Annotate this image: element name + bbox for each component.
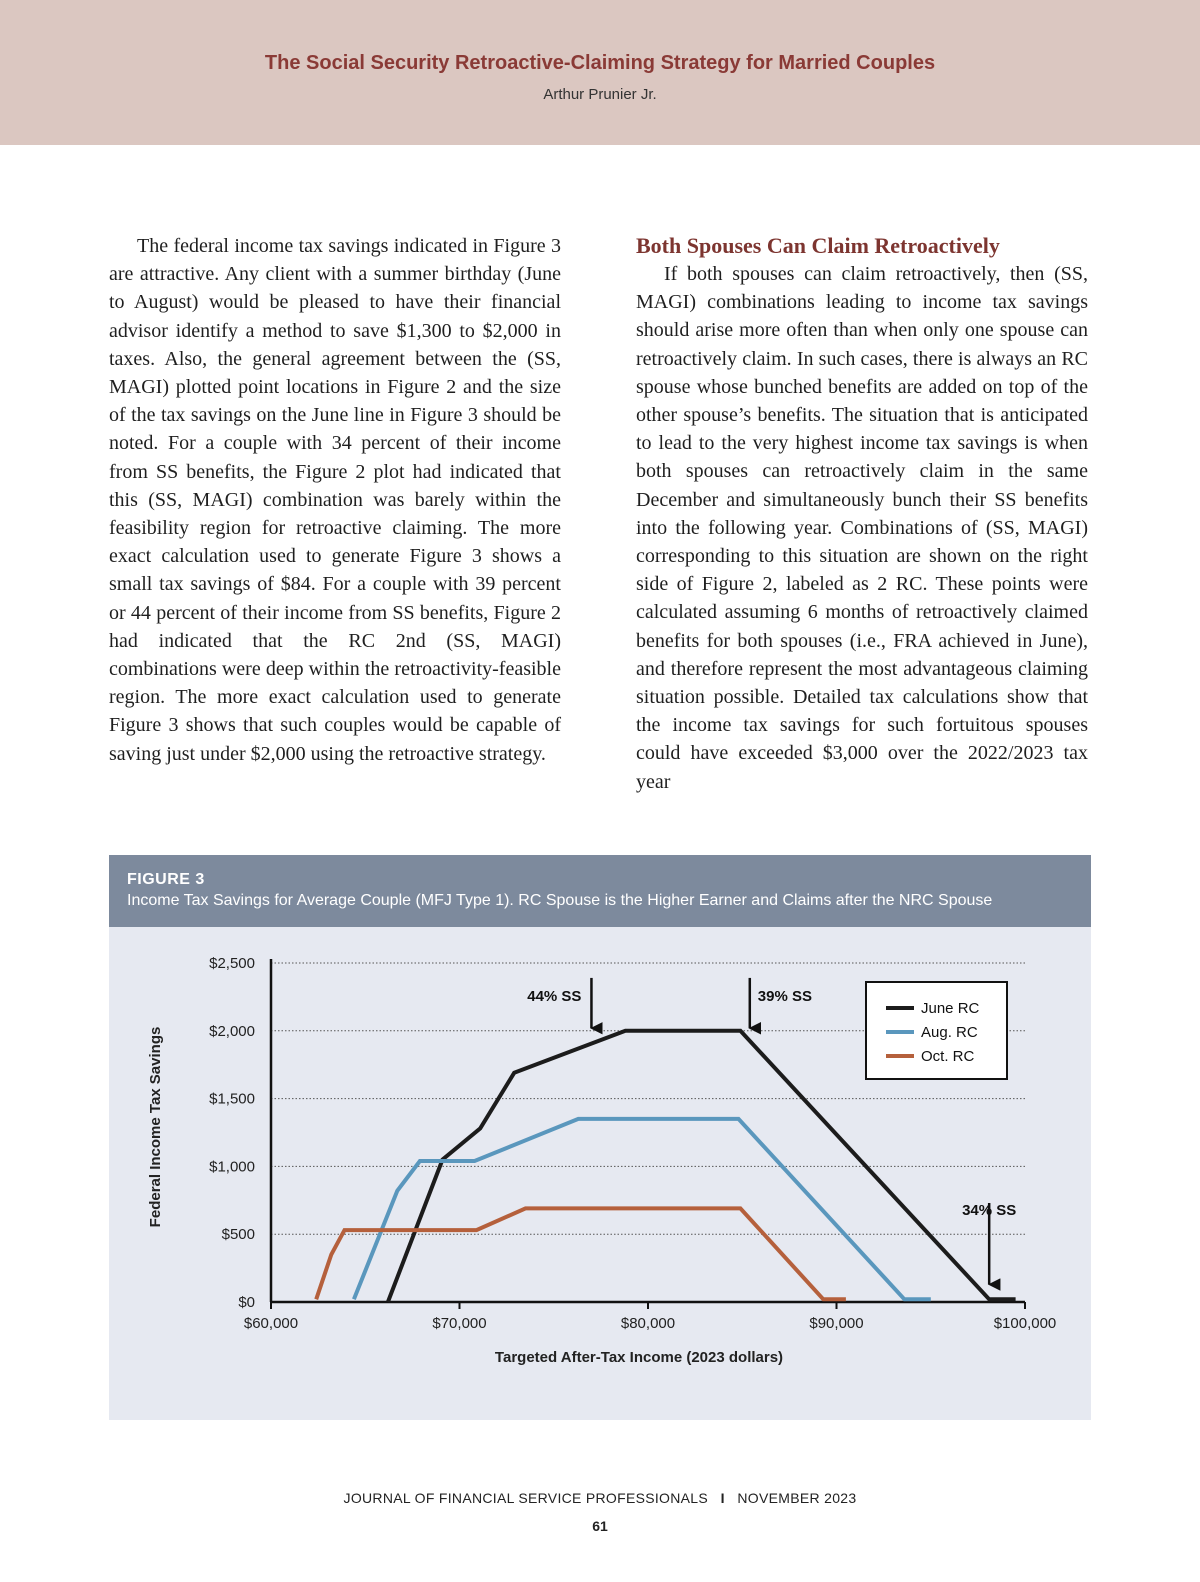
x-tick-label: $100,000	[993, 1315, 1057, 1332]
legend-label: Aug. RC	[921, 1024, 978, 1041]
right-paragraph: If both spouses can claim retroactively, then (SS, MAGI) combinations leading to income tax savings should arise more often than when only one spouse can retroactively claim. In such cases, there is always an RC spouse whose bunched benefits are added on top of the other spouse’s benefits. The situation that is anticipated to lead to the very highest income tax savings is when both spouses can retroactively claim in the same December and simultaneously bunch their SS benefits into the following year. Combinations of (SS, MAGI) corresponding to this situation are shown on the right side of Figure 2, labeled as 2 RC. These points were calculated assuming 6 months of retroactively claimed benefits for both spouses (i.e., FRA achieved in June), and therefore represent the most advantageous claiming situation possible. Detailed tax calculations show that the income tax savings for such fortuitous spouses could have exceeded $3,000 over the 2022/2023 tax year	[636, 263, 1088, 793]
figure-label: FIGURE 3	[127, 871, 205, 888]
x-tick-label: $70,000	[432, 1315, 487, 1332]
page-number: 61	[592, 1518, 608, 1534]
annotation-label: 34% SS	[962, 1202, 1017, 1220]
right-column	[636, 232, 1088, 796]
section-heading: Both Spouses Can Claim Retroactively	[636, 233, 1000, 258]
x-axis-label: Targeted After-Tax Income (2023 dollars)	[494, 1349, 784, 1366]
journal-name: JOURNAL OF FINANCIAL SERVICE PROFESSIONALS	[343, 1490, 709, 1506]
footer-separator: I	[720, 1490, 725, 1506]
y-tick-label: $1,500	[209, 1090, 255, 1108]
y-tick-label: $0	[238, 1294, 255, 1311]
annotation-label: 39% SS	[757, 987, 812, 1005]
x-tick-label: $80,000	[620, 1315, 676, 1332]
tax-savings-chart	[109, 855, 1091, 1420]
legend-label: June RC	[921, 1000, 980, 1017]
x-tick-label: $60,000	[243, 1315, 299, 1332]
y-tick-label: $2,000	[209, 1022, 255, 1040]
issue-date: NOVEMBER 2023	[737, 1490, 857, 1506]
left-paragraph: The federal income tax savings indicated in Figure 3 are attractive. Any client with a summer birthday (June to August) would be pleased to have their financial advisor identify a method to save $1,300 to $2,000 in taxes. Also, the general agreement between the (SS, MAGI) plotted point locations in Figure 2 and the size of the tax savings on the June line in Figure 3 should be noted. For a couple with 34 percent of their income from SS benefits, the Figure 2 plot had indicated that this (SS, MAGI) combination was barely within the feasibility region for retroactive claiming. The more exact calculation used to generate Figure 3 shows a small tax savings of $84. For a couple with 39 percent or 44 percent of their income from SS benefits, Figure 2 had indicated that the RC 2nd (SS, MAGI) combinations were deep within the retroactivity-feasible region. The more exact calculation used to generate Figure 3 shows that such couples would be capable of saving just under $2,000 using the retroactive strategy.	[109, 235, 561, 765]
y-tick-label: $1,000	[209, 1158, 255, 1176]
y-tick-label: $500	[221, 1226, 255, 1244]
y-tick-label: $2,500	[209, 955, 255, 972]
y-axis-label: Federal Income Tax Savings	[147, 1026, 164, 1228]
article-title: The Social Security Retroactive-Claiming Strategy for Married Couples	[264, 52, 936, 74]
article-author: Arthur Prunier Jr.	[543, 86, 657, 103]
journal-footer	[0, 1490, 1200, 1506]
left-column	[109, 232, 561, 768]
figure-caption: Income Tax Savings for Average Couple (MFJ Type 1). RC Spouse is the Higher Earner and Claims after the NRC Spouse	[127, 892, 993, 909]
page-header	[0, 0, 1200, 145]
x-tick-label: $90,000	[809, 1315, 864, 1332]
annotation-label: 44% SS	[527, 987, 582, 1005]
legend-label: Oct. RC	[921, 1048, 975, 1065]
figure-3	[109, 855, 1091, 1420]
